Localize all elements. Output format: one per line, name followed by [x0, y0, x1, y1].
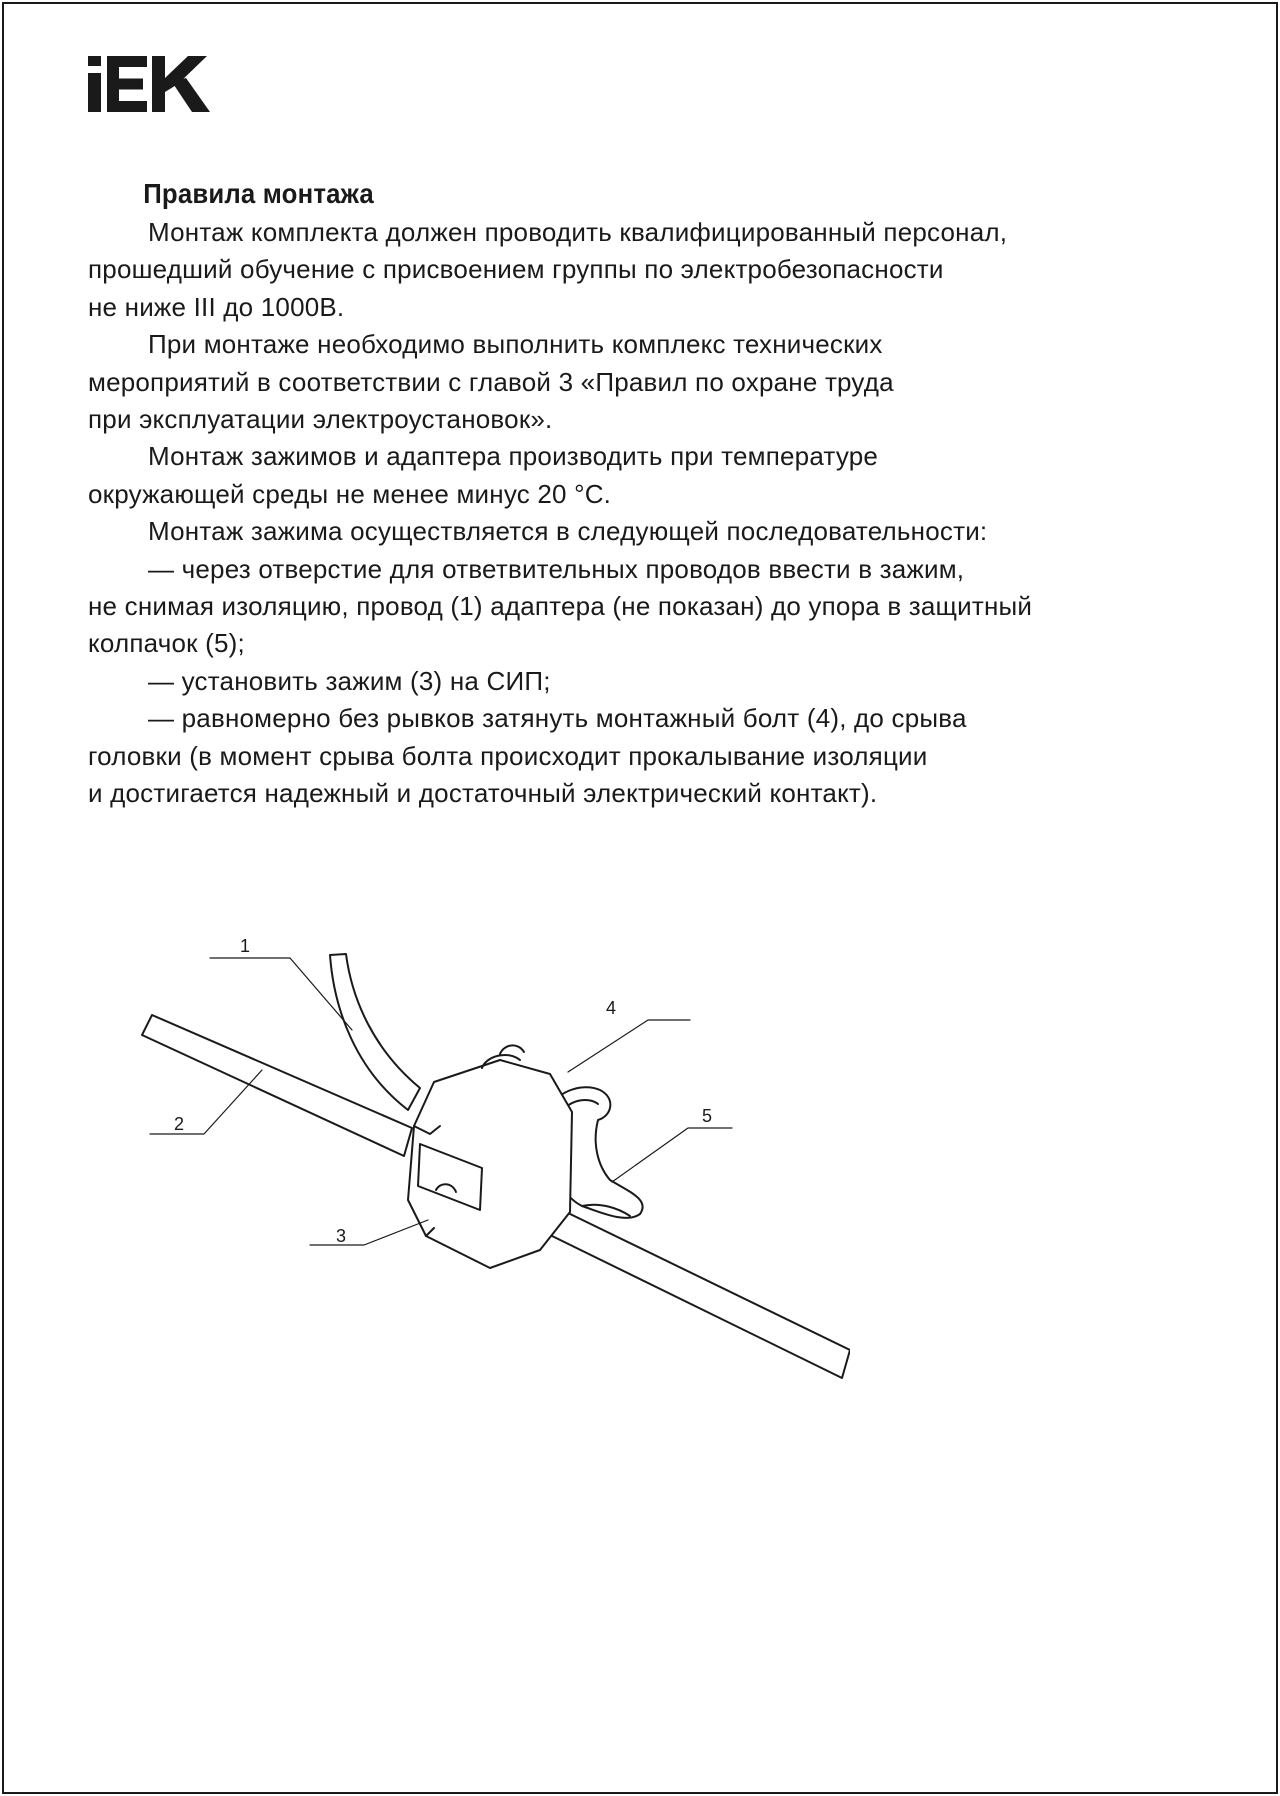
text-line: — установить зажим (3) на СИП; [148, 665, 551, 696]
paragraph-sequence [88, 513, 1208, 550]
iek-logo [88, 56, 212, 112]
step-tighten-bolt [88, 700, 1208, 812]
text-line: прошедший обучение с присвоением группы по электробезопасности [88, 254, 944, 285]
text-line: колпачок (5); [88, 628, 245, 659]
text-line: не ниже III до 1000В. [88, 291, 345, 322]
text-line: не снимая изоляцию, провод (1) адаптера (не показан) до упора в защитный [88, 591, 1033, 622]
text-line: при эксплуатации электроустановок». [88, 404, 553, 435]
callout-5: 5 [702, 1106, 713, 1126]
step-install-clamp [88, 663, 1208, 700]
text-line: и достигается надежный и достаточный электрический контакт). [88, 778, 878, 809]
text-line: окружающей среды не менее минус 20 °С. [88, 478, 612, 509]
paragraph-temperature [88, 438, 1208, 513]
callout-2: 2 [174, 1114, 185, 1134]
text-line: При монтаже необходимо выполнить комплекс технических [148, 329, 883, 360]
text-line: Монтаж комплекта должен проводить квалифицированный персонал, [148, 217, 1008, 247]
text-line: Монтаж зажима осуществляется в следующей последовательности: [148, 516, 988, 547]
clamp-body [408, 1045, 572, 1268]
branch-wire [330, 954, 420, 1110]
text-line: — через отверстие для ответвительных проводов ввести в зажим, [148, 553, 965, 584]
paragraph-personnel [88, 214, 1208, 326]
assembly-rules-text [88, 174, 1208, 813]
text-line: мероприятий в соответствии с главой 3 «Правил по охране труда [88, 366, 894, 397]
clamp-assembly-drawing [130, 930, 850, 1400]
text-line: Монтаж зажимов и адаптера производить при температуре [148, 441, 879, 472]
text-line: — равномерно без рывков затянуть монтажный болт (4), до срыва [148, 703, 967, 734]
text-line: головки (в момент срыва болта происходит прокалывание изоляции [88, 740, 928, 771]
callout-1: 1 [240, 936, 251, 956]
callout-3: 3 [336, 1226, 347, 1246]
section-heading: Правила монтажа [143, 178, 374, 209]
step-insert-wire [88, 551, 1208, 663]
callout-4: 4 [606, 998, 617, 1018]
paragraph-measures [88, 326, 1208, 438]
